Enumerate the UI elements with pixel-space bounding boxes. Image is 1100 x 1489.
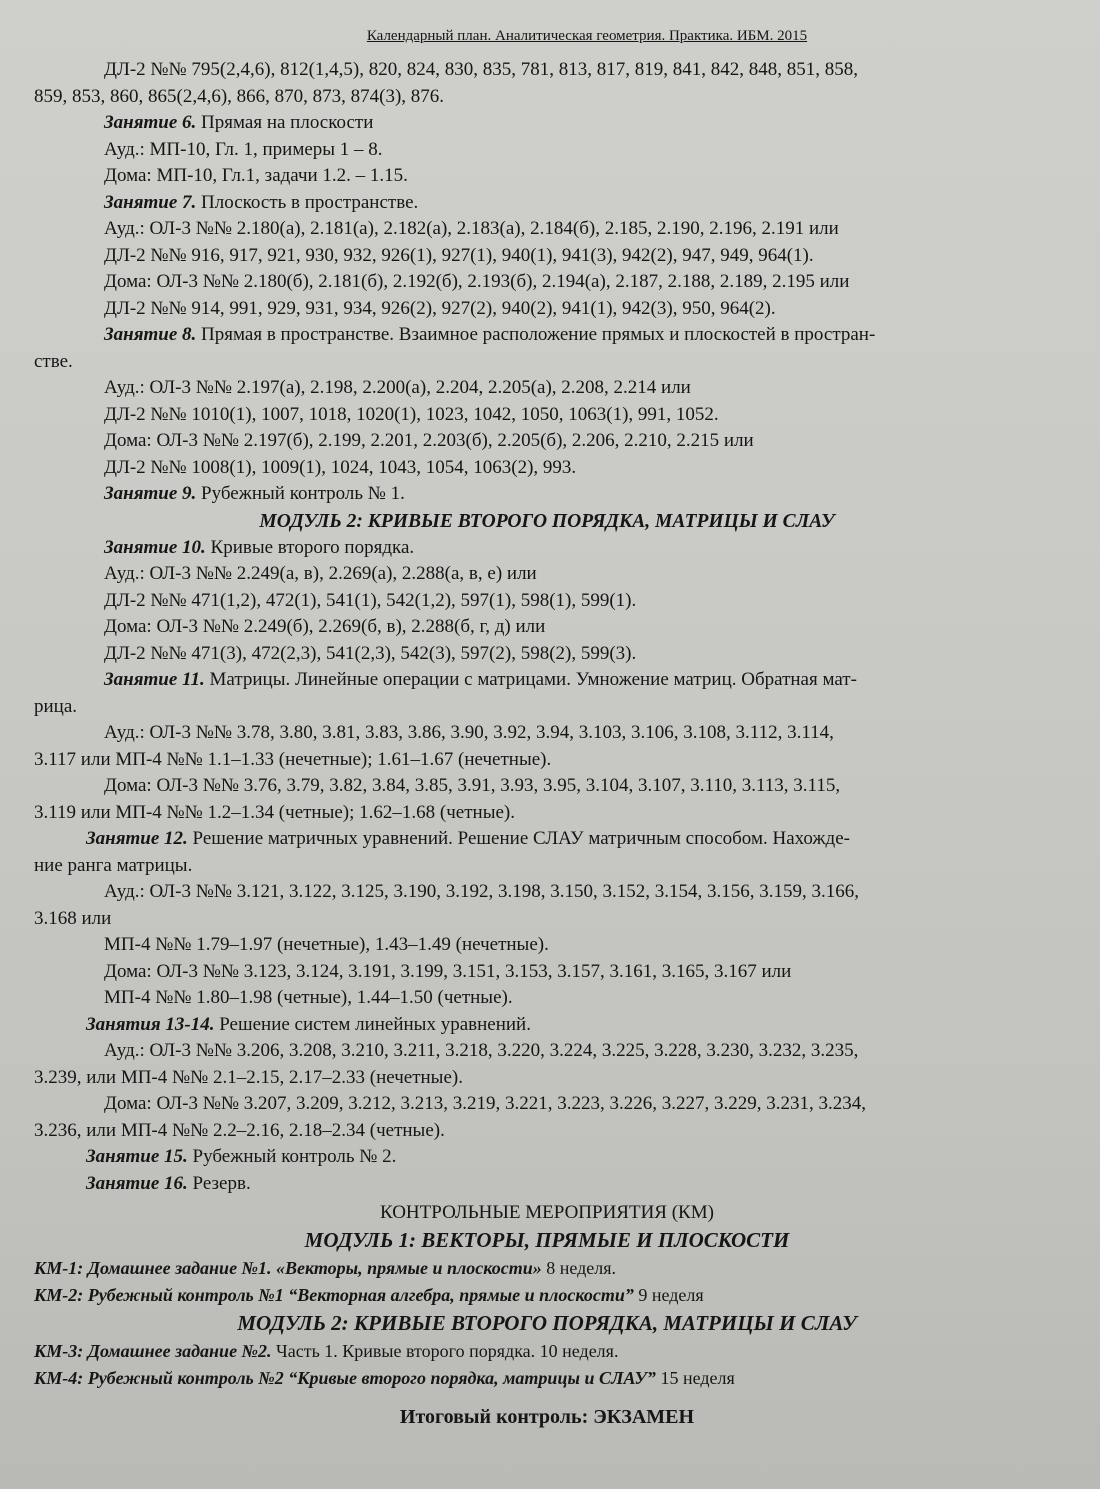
km-label: КМ-2: Рубежный контроль №1 “Векторная алгебра, прямые и плоскости” — [34, 1285, 634, 1305]
lesson-label: Занятие 12. — [86, 828, 188, 849]
km-item — [34, 1255, 1060, 1282]
text-line: рица. — [34, 695, 78, 717]
lesson-heading — [34, 190, 1060, 217]
lesson-title: Резерв. — [187, 1172, 251, 1194]
text-line: Ауд.: ОЛ-3 №№ 3.206, 3.208, 3.210, 3.211, 3.218, 3.220, 3.224, 3.225, 3.228, 3.230, 3.232, 3.235, — [104, 1040, 859, 1061]
text-line: ДЛ-2 №№ 914, 991, 929, 931, 934, 926(2), 927(2), 940(2), 941(1), 942(3), 950, 964(2). — [104, 297, 776, 319]
text-line: Ауд.: ОЛ-3 №№ 3.121, 3.122, 3.125, 3.190, 3.192, 3.198, 3.150, 3.152, 3.154, 3.156, 3.159, 3.166, — [104, 881, 860, 902]
lesson-title: Решение систем линейных уравнений. — [214, 1013, 531, 1035]
lesson-heading — [34, 110, 1060, 137]
page-header: Календарный план. Аналитическая геометрия. Практика. ИБМ. 2015 — [366, 28, 808, 44]
text-line: 3.119 или МП-4 №№ 1.2–1.34 (четные); 1.62–1.68 (четные). — [34, 801, 515, 823]
module-title: МОДУЛЬ 2: КРИВЫЕ ВТОРОГО ПОРЯДКА, МАТРИЦЫ И СЛАУ — [259, 510, 835, 532]
km-label: КМ-4: Рубежный контроль №2 “Кривые второго порядка, матрицы и СЛАУ” — [34, 1368, 656, 1388]
text-line: Дома: МП-10, Гл.1, задачи 1.2. – 1.15. — [104, 165, 408, 186]
lesson-label: Занятие 8. — [104, 324, 197, 345]
lesson-heading — [34, 1144, 1060, 1171]
km-tail: 9 неделя — [633, 1285, 704, 1305]
text-line: Дома: ОЛ-3 №№ 3.207, 3.209, 3.212, 3.213, 3.219, 3.221, 3.223, 3.226, 3.227, 3.229, 3.231, 3.234, — [104, 1093, 866, 1114]
lesson-label: Занятие 16. — [86, 1172, 188, 1194]
lesson-title: Рубежный контроль № 2. — [187, 1146, 397, 1167]
lesson-heading — [34, 322, 1060, 349]
module-title: МОДУЛЬ 2: КРИВЫЕ ВТОРОГО ПОРЯДКА, МАТРИЦЫ И СЛАУ — [237, 1311, 857, 1335]
text-line: ние ранга матрицы. — [34, 854, 193, 876]
lesson-label: Занятие 7. — [104, 191, 197, 213]
lesson-title: Матрицы. Линейные операции с матрицами. Умножение матриц. Обратная мат- — [204, 669, 857, 690]
lesson-heading — [34, 1171, 1060, 1198]
km-label: КМ-1: Домашнее задание №1. «Векторы, прямые и плоскости» — [34, 1258, 542, 1278]
text-line: Ауд.: ОЛ-3 №№ 3.78, 3.80, 3.81, 3.83, 3.86, 3.90, 3.92, 3.94, 3.103, 3.106, 3.108, 3.112, 3.114, — [104, 722, 834, 743]
text-line: ДЛ-2 №№ 795(2,4,6), 812(1,4,5), 820, 824, 830, 835, 781, 813, 817, 819, 841, 842, 848, 851, 858, — [104, 59, 858, 80]
text-line: 859, 853, 860, 865(2,4,6), 866, 870, 873, 874(3), 876. — [34, 85, 445, 107]
km-item — [34, 1282, 1060, 1309]
text-line: 3.168 или — [34, 907, 112, 929]
km-label: КМ-3: Домашнее задание №2. — [34, 1341, 272, 1361]
lesson-heading — [34, 1012, 1060, 1039]
lesson-label: Занятие 10. — [104, 536, 206, 558]
text-line: Дома: ОЛ-3 №№ 3.123, 3.124, 3.191, 3.199, 3.151, 3.153, 3.157, 3.161, 3.165, 3.167 или — [104, 960, 792, 982]
km-item — [34, 1365, 1060, 1392]
text-line: ДЛ-2 №№ 916, 917, 921, 930, 932, 926(1), 927(1), 940(1), 941(3), 942(2), 947, 949, 964(1). — [104, 244, 814, 266]
text-line: Ауд.: МП-10, Гл. 1, примеры 1 – 8. — [104, 138, 383, 160]
text-line: ДЛ-2 №№ 1010(1), 1007, 1018, 1020(1), 1023, 1042, 1050, 1063(1), 991, 1052. — [104, 403, 719, 425]
text-line: ДЛ-2 №№ 471(3), 472(2,3), 541(2,3), 542(3), 597(2), 598(2), 599(3). — [104, 642, 637, 664]
lesson-title: Рубежный контроль № 1. — [196, 483, 405, 504]
final-control: Итоговый контроль: ЭКЗАМЕН — [399, 1406, 695, 1428]
control-events-title: КОНТРОЛЬНЫЕ МЕРОПРИЯТИЯ (КМ) — [380, 1202, 714, 1223]
text-line: МП-4 №№ 1.79–1.97 (нечетные), 1.43–1.49 (нечетные). — [104, 934, 549, 955]
km-tail: Часть 1. Кривые второго порядка. 10 неделя. — [271, 1341, 619, 1361]
lesson-heading — [34, 535, 1060, 562]
text-line: Дома: ОЛ-3 №№ 2.197(б), 2.199, 2.201, 2.203(б), 2.205(б), 2.206, 2.210, 2.215 или — [104, 430, 754, 451]
lesson-heading — [34, 481, 1060, 508]
text-line: МП-4 №№ 1.80–1.98 (четные), 1.44–1.50 (четные). — [104, 987, 513, 1008]
km-item — [34, 1338, 1060, 1365]
text-line: Ауд.: ОЛ-3 №№ 2.180(а), 2.181(а), 2.182(а), 2.183(а), 2.184(б), 2.185, 2.190, 2.196, 2.191 или — [104, 218, 839, 239]
lesson-title: Прямая в пространстве. Взаимное расположение прямых и плоскостей в простран- — [196, 324, 876, 345]
text-line: ДЛ-2 №№ 1008(1), 1009(1), 1024, 1043, 1054, 1063(2), 993. — [104, 456, 577, 478]
text-line: ДЛ-2 №№ 471(1,2), 472(1), 541(1), 542(1,2), 597(1), 598(1), 599(1). — [104, 589, 637, 611]
lesson-label: Занятия 13-14. — [86, 1013, 215, 1035]
text-line: 3.236, или МП-4 №№ 2.2–2.16, 2.18–2.34 (четные). — [34, 1119, 445, 1141]
lesson-title: Кривые второго порядка. — [205, 536, 415, 558]
module-title: МОДУЛЬ 1: ВЕКТОРЫ, ПРЯМЫЕ И ПЛОСКОСТИ — [304, 1228, 790, 1252]
text-line: Дома: ОЛ-3 №№ 3.76, 3.79, 3.82, 3.84, 3.85, 3.91, 3.93, 3.95, 3.104, 3.107, 3.110, 3.113, 3.115, — [104, 775, 841, 796]
lesson-label: Занятие 15. — [86, 1146, 188, 1167]
lesson-title: Плоскость в пространстве. — [196, 191, 419, 213]
lesson-label: Занятие 6. — [104, 112, 197, 133]
text-line: 3.117 или МП-4 №№ 1.1–1.33 (нечетные); 1.61–1.67 (нечетные). — [34, 748, 552, 770]
text-line: Ауд.: ОЛ-3 №№ 2.197(а), 2.198, 2.200(а), 2.204, 2.205(а), 2.208, 2.214 или — [104, 377, 691, 398]
lesson-label: Занятие 9. — [104, 483, 197, 504]
lesson-heading — [34, 667, 1060, 694]
lesson-heading — [34, 826, 1060, 853]
text-line: Дома: ОЛ-3 №№ 2.180(б), 2.181(б), 2.192(б), 2.193(б), 2.194(а), 2.187, 2.188, 2.189, 2.195 или — [104, 271, 850, 292]
text-line: 3.239, или МП-4 №№ 2.1–2.15, 2.17–2.33 (нечетные). — [34, 1066, 463, 1088]
km-tail: 15 неделя — [655, 1368, 735, 1388]
text-line: Ауд.: ОЛ-3 №№ 2.249(а, в), 2.269(а), 2.288(а, в, е) или — [104, 563, 537, 584]
lesson-label: Занятие 11. — [104, 669, 205, 690]
lesson-title: Прямая на плоскости — [196, 112, 374, 133]
km-tail: 8 неделя. — [541, 1258, 616, 1278]
text-line: Дома: ОЛ-3 №№ 2.249(б), 2.269(б, в), 2.288(б, г, д) или — [104, 616, 546, 637]
lesson-title: Решение матричных уравнений. Решение СЛАУ матричным способом. Нахожде- — [187, 828, 850, 849]
text-line: стве. — [34, 350, 73, 372]
